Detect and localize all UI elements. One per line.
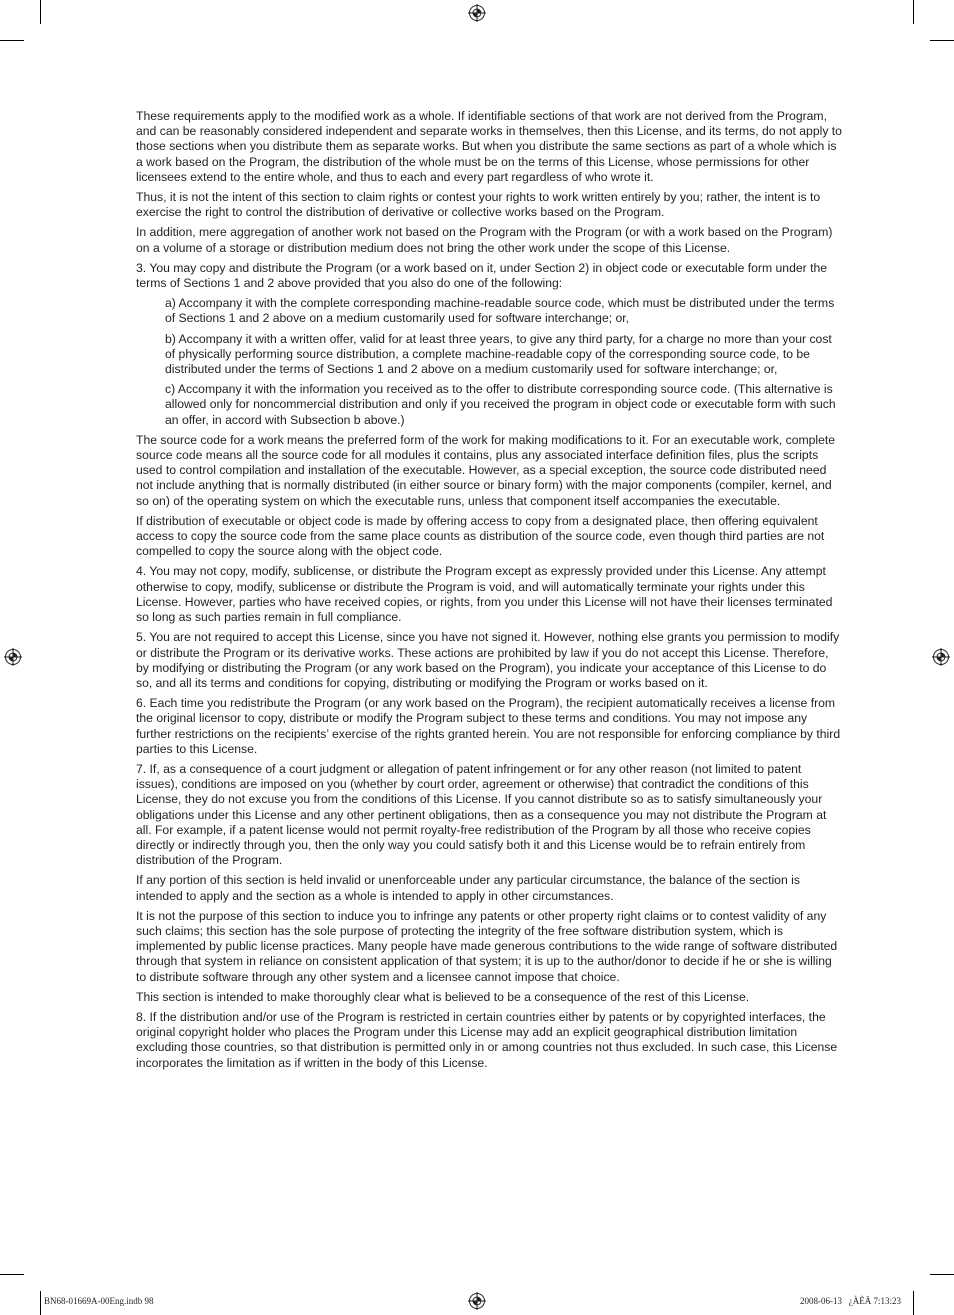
crop-mark [0, 40, 24, 41]
footer-file-info: BN68-01669A-00Eng.indb 98 [44, 1296, 154, 1306]
paragraph-section-6: 6. Each time you redistribute the Program (or any work based on the Program), the recipient automatically receives a license from the original licensor to copy, distribute or modify the Program subject to these terms and conditions. You may not impose any further restrictions on the recipients’ exercise of the rights granted herein. You are not responsible for enforcing compliance by third parties to this License. [136, 696, 841, 756]
paragraph-option-a: a) Accompany it with the complete corresponding machine-readable source code, which must be distributed under the terms of Sections 1 and 2 above on a medium customarily used for software interchange; or, [165, 296, 835, 326]
paragraph-section-7: 7. If, as a consequence of a court judgment or allegation of patent infringement or for any other reason (not limited to patent issues), conditions are imposed on you (whether by court order, agreement or otherwise) that contradict the conditions of this License, they do not excuse you from the conditions of this License. If you cannot distribute so as to satisfy simultaneously your obligations under this License and any other pertinent obligations, then as a consequence you may not distribute the Program at all. For example, if a patent license would not permit royalty-free redistribution of the Program by all those who receive copies directly or indirectly through you, then the only way you could satisfy both it and this License would be to refrain entirely from distribution of the Program. [136, 761, 827, 868]
paragraph-designated-place: If distribution of executable or object code is made by offering access to copy from a designated place, then offering equivalent access to copy the source code from the same place counts as distribution of the source code, even though third parties are not compelled to copy the source along with the object code. [136, 513, 825, 559]
paragraph-aggregation: In addition, mere aggregation of another work not based on the Program with the Program (or with a work based on the Program) on a volume of a storage or distribution medium does not bring the other work under the scope of this License. [136, 225, 833, 255]
paragraph-consequence: This section is intended to make thoroughly clear what is believed to be a consequence of the rest of this License. [136, 989, 750, 1004]
crop-mark [930, 1274, 954, 1275]
paragraph-option-c: c) Accompany it with the information you received as to the offer to distribute corresponding source code. (This alternative is allowed only for noncommercial distribution and only if you received the program in object code or executable form with such an offer, in accord with Subsection b above.) [165, 382, 836, 427]
registration-target-icon [468, 4, 486, 22]
paragraph-section-5: 5. You are not required to accept this License, since you have not signed it. However, nothing else grants you permission to modify or distribute the Program or its derivative works. These actions are prohibited by law if you do not accept this License. Therefore, by modifying or distributing the Program (or any work based on the Program), you indicate your acceptance of this License to do so, and all its terms and conditions for copying, distributing or modifying the Program or works based on it. [136, 630, 840, 690]
paragraph-option-b: b) Accompany it with a written offer, valid for at least three years, to give any third party, for a charge no more than your cost of physically performing source distribution, a complete machine-readable copy of the corresponding source code, to be distributed under the terms of Sections 1 and 2 above on a medium customarily used for software interchange; or, [165, 331, 832, 377]
license-text-body [136, 109, 844, 1076]
paragraph-section-4: 4. You may not copy, modify, sublicense, or distribute the Program except as expressly provided under this License. Any attempt otherwise to copy, modify, sublicense or distribute the Program is void, and will automatically terminate your rights under this License. However, parties who have received copies, or rights, from you under this License will not have their licenses terminated so long as such parties remain in full compliance. [136, 564, 833, 625]
paragraph-intent: Thus, it is not the intent of this section to claim rights or contest your rights to work written entirely by you; rather, the intent is to exercise the right to control the distribution of derivative or collective works based on the Program. [136, 190, 821, 220]
crop-mark [913, 0, 914, 24]
paragraph-modified-work: These requirements apply to the modified work as a whole. If identifiable sections of that work are not derived from the Program, and can be reasonably considered independent and separate works in themselves, then this License, and its terms, do not apply to those sections when you distribute them as separate works. But when you distribute the same sections as part of a whole which is a work based on the Program, the distribution of the whole must be on the terms of this License, whose permissions for other licensees extend to the entire whole, and thus to each and every part regardless of who wrote it. [136, 109, 842, 184]
paragraph-section-3: 3. You may copy and distribute the Program (or a work based on it, under Section 2) in object code or executable form under the terms of Sections 1 and 2 above provided that you also do one of the following: [136, 260, 828, 291]
registration-target-icon [932, 648, 950, 666]
paragraph-invalid-portion: If any portion of this section is held invalid or unenforceable under any particular circumstance, the balance of the section is intended to apply and the section as a whole is intended to apply in other circumstances. [136, 873, 800, 903]
paragraph-source-code: The source code for a work means the preferred form of the work for making modifications to it. For an executable work, complete source code means all the source code for all modules it contains, plus any associated interface definition files, plus the scripts used to control compilation and installation of the executable. However, as a special exception, the source code distributed need not include anything that is normally distributed (in either source or binary form) with the major components (compiler, kernel, and so on) of the operating system on which the executable runs, unless that component itself accompanies the executable. [136, 432, 836, 508]
crop-mark [913, 1291, 914, 1315]
crop-mark [0, 1274, 24, 1275]
paragraph-section-8: 8. If the distribution and/or use of the Program is restricted in certain countries either by patents or by copyrighted interfaces, the original copyright holder who places the Program under this License may add an explicit geographical distribution limitation excluding those countries, so that distribution is permitted only in or among countries not thus excluded. In such case, this License incorporates the limitation as if written in the body of this License. [136, 1009, 838, 1070]
paragraph-purpose: It is not the purpose of this section to induce you to infringe any patents or other property right claims or to contest validity of any such claims; this section has the sole purpose of protecting the integrity of the free software distribution system, which is implemented by public license practices. Many people have made generous contributions to the wide range of software distributed through that system in reliance on consistent application of that system; it is up to the author/donor to decide if he or she is willing to distribute software through any other system and a licensee cannot impose that choice. [136, 908, 838, 984]
registration-target-icon [468, 1292, 486, 1310]
footer-timestamp: 2008-06-13 ¿ÀÈÄ 7:13:23 [800, 1296, 901, 1306]
crop-mark [930, 40, 954, 41]
crop-mark [40, 0, 41, 24]
registration-target-icon [4, 648, 22, 666]
crop-mark [40, 1291, 41, 1315]
